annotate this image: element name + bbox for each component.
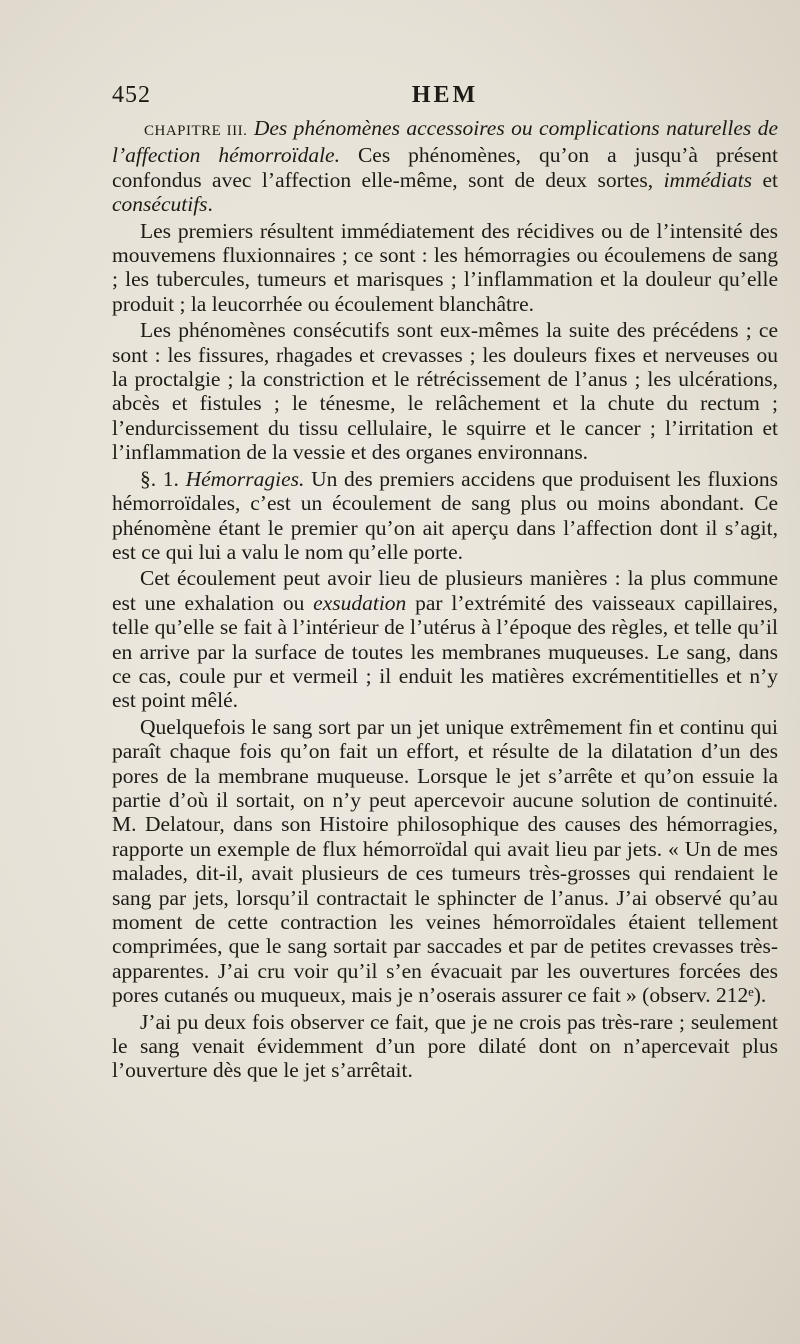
paragraph-text: Un des premiers accidens que produisent les fluxions hémorroïdales, c’est un écoulement de sang plus ou moins abondant. Ce phénomène étant le premier qu’on ait aperçu dans l’affection dont il s’agit, est ce qui lui a valu le nom qu’elle porte. xyxy=(112,466,778,564)
chapter-label: CHAPITRE III. xyxy=(144,123,248,139)
paragraph: J’ai pu deux fois observer ce fait, que je ne crois pas très-rare ; seulement le sang venait évidemment d’un pore dilaté dont on n’apercevait plus l’ouverture dès que le jet s’arrêtait. xyxy=(112,1009,778,1083)
paragraph-text: Ces phénomènes, qu’on a jusqu’à présent confondus avec l’affection elle-même, sont de deux sortes, xyxy=(112,143,778,192)
paragraph-chapter-intro xyxy=(112,116,778,217)
paragraph-text: par l’extrémité des vaisseaux capillaires, telle qu’elle se fait à l’intérieur de l’utérus à l’époque des règles, et telle qu’il en arrive par la surface de toutes les membranes muqueuses. Le sang, dans ce cas, coule pur et vermeil ; il enduit les matières excrémentitielles et n’y est point mêlé. xyxy=(112,590,778,713)
paragraph-text: et xyxy=(751,167,778,192)
emphasis-exsudation: exsudation xyxy=(313,590,407,615)
paragraph-section-hemorragies xyxy=(112,467,778,565)
section-number: §. 1. xyxy=(140,466,179,491)
running-head: HEM xyxy=(411,82,479,108)
emphasis-consecutifs: consécutifs xyxy=(112,192,208,217)
paragraph: Quelquefois le sang sort par un jet unique extrêmement fin et continu qui paraît chaque fois qu’on fait un effort, et résulte de la dilatation d’un des pores de la membrane muqueuse. Lorsque le jet s’arrête et qu’on essuie la partie d’où il sortait, on n’y peut apercevoir aucune solution de continuité. M. Delatour, dans son Histoire philosophique des causes des hémorragies, rapporte un exemple de flux hémorroïdal qui avait lieu par jets. « Un de mes malades, dit-il, avait plusieurs de ces tumeurs très-grosses qui rendaient le sang par jets, lorsqu’il contractait le sphincter de l’anus. J’ai observé qu’au moment de cette contraction les veines hémorroïdales étaient tellement comprimées, que le sang sortait par saccades et par de petites crevasses très-apparentes. J’ai cru voir qu’il s’en évacuait par les ouvertures forcées des pores cutanés ou muqueux, mais je n’oserais assurer ce fait » (observ. 212ᵉ). xyxy=(112,714,778,1008)
page-header xyxy=(112,82,778,114)
section-title: Hémorragies. xyxy=(185,466,305,491)
paragraph-text: Cet écoulement peut avoir lieu de plusieurs manières : la plus commune est une exhalation ou xyxy=(112,566,778,615)
emphasis-immediats: immédiats xyxy=(663,167,752,192)
paragraph: Les premiers résultent immédiatement des récidives ou de l’intensité des mouvemens fluxionnaires ; ce sont : les hémorragies ou écoulemens de sang ; les tubercules, tumeurs et marisques ; l’inflammation et la douleur qu’elle produit ; la leucorrhée ou écoulement blanchâtre. xyxy=(112,218,778,316)
chapter-title: Des phénomènes accessoires ou complications naturelles de l’affection hémorroïdale. xyxy=(112,116,778,168)
paragraph: Les phénomènes consécutifs sont eux-mêmes la suite des précédens ; ce sont : les fissures, rhagades et crevasses ; les douleurs fixes et nerveuses ou la proctalgie ; la constriction et le rétrécissement de l’anus ; les ulcérations, abcès et fistules ; le ténesme, le relâchement et la chute du rectum ; l’endurcissement du tissu cellulaire, le squirre et le cancer ; l’irritation et l’inflammation de la vessie et des organes environnans. xyxy=(112,318,778,465)
page-number: 452 xyxy=(112,82,151,108)
paragraph-text: . xyxy=(207,192,213,217)
paragraph xyxy=(112,566,778,712)
text-body xyxy=(112,116,778,1085)
